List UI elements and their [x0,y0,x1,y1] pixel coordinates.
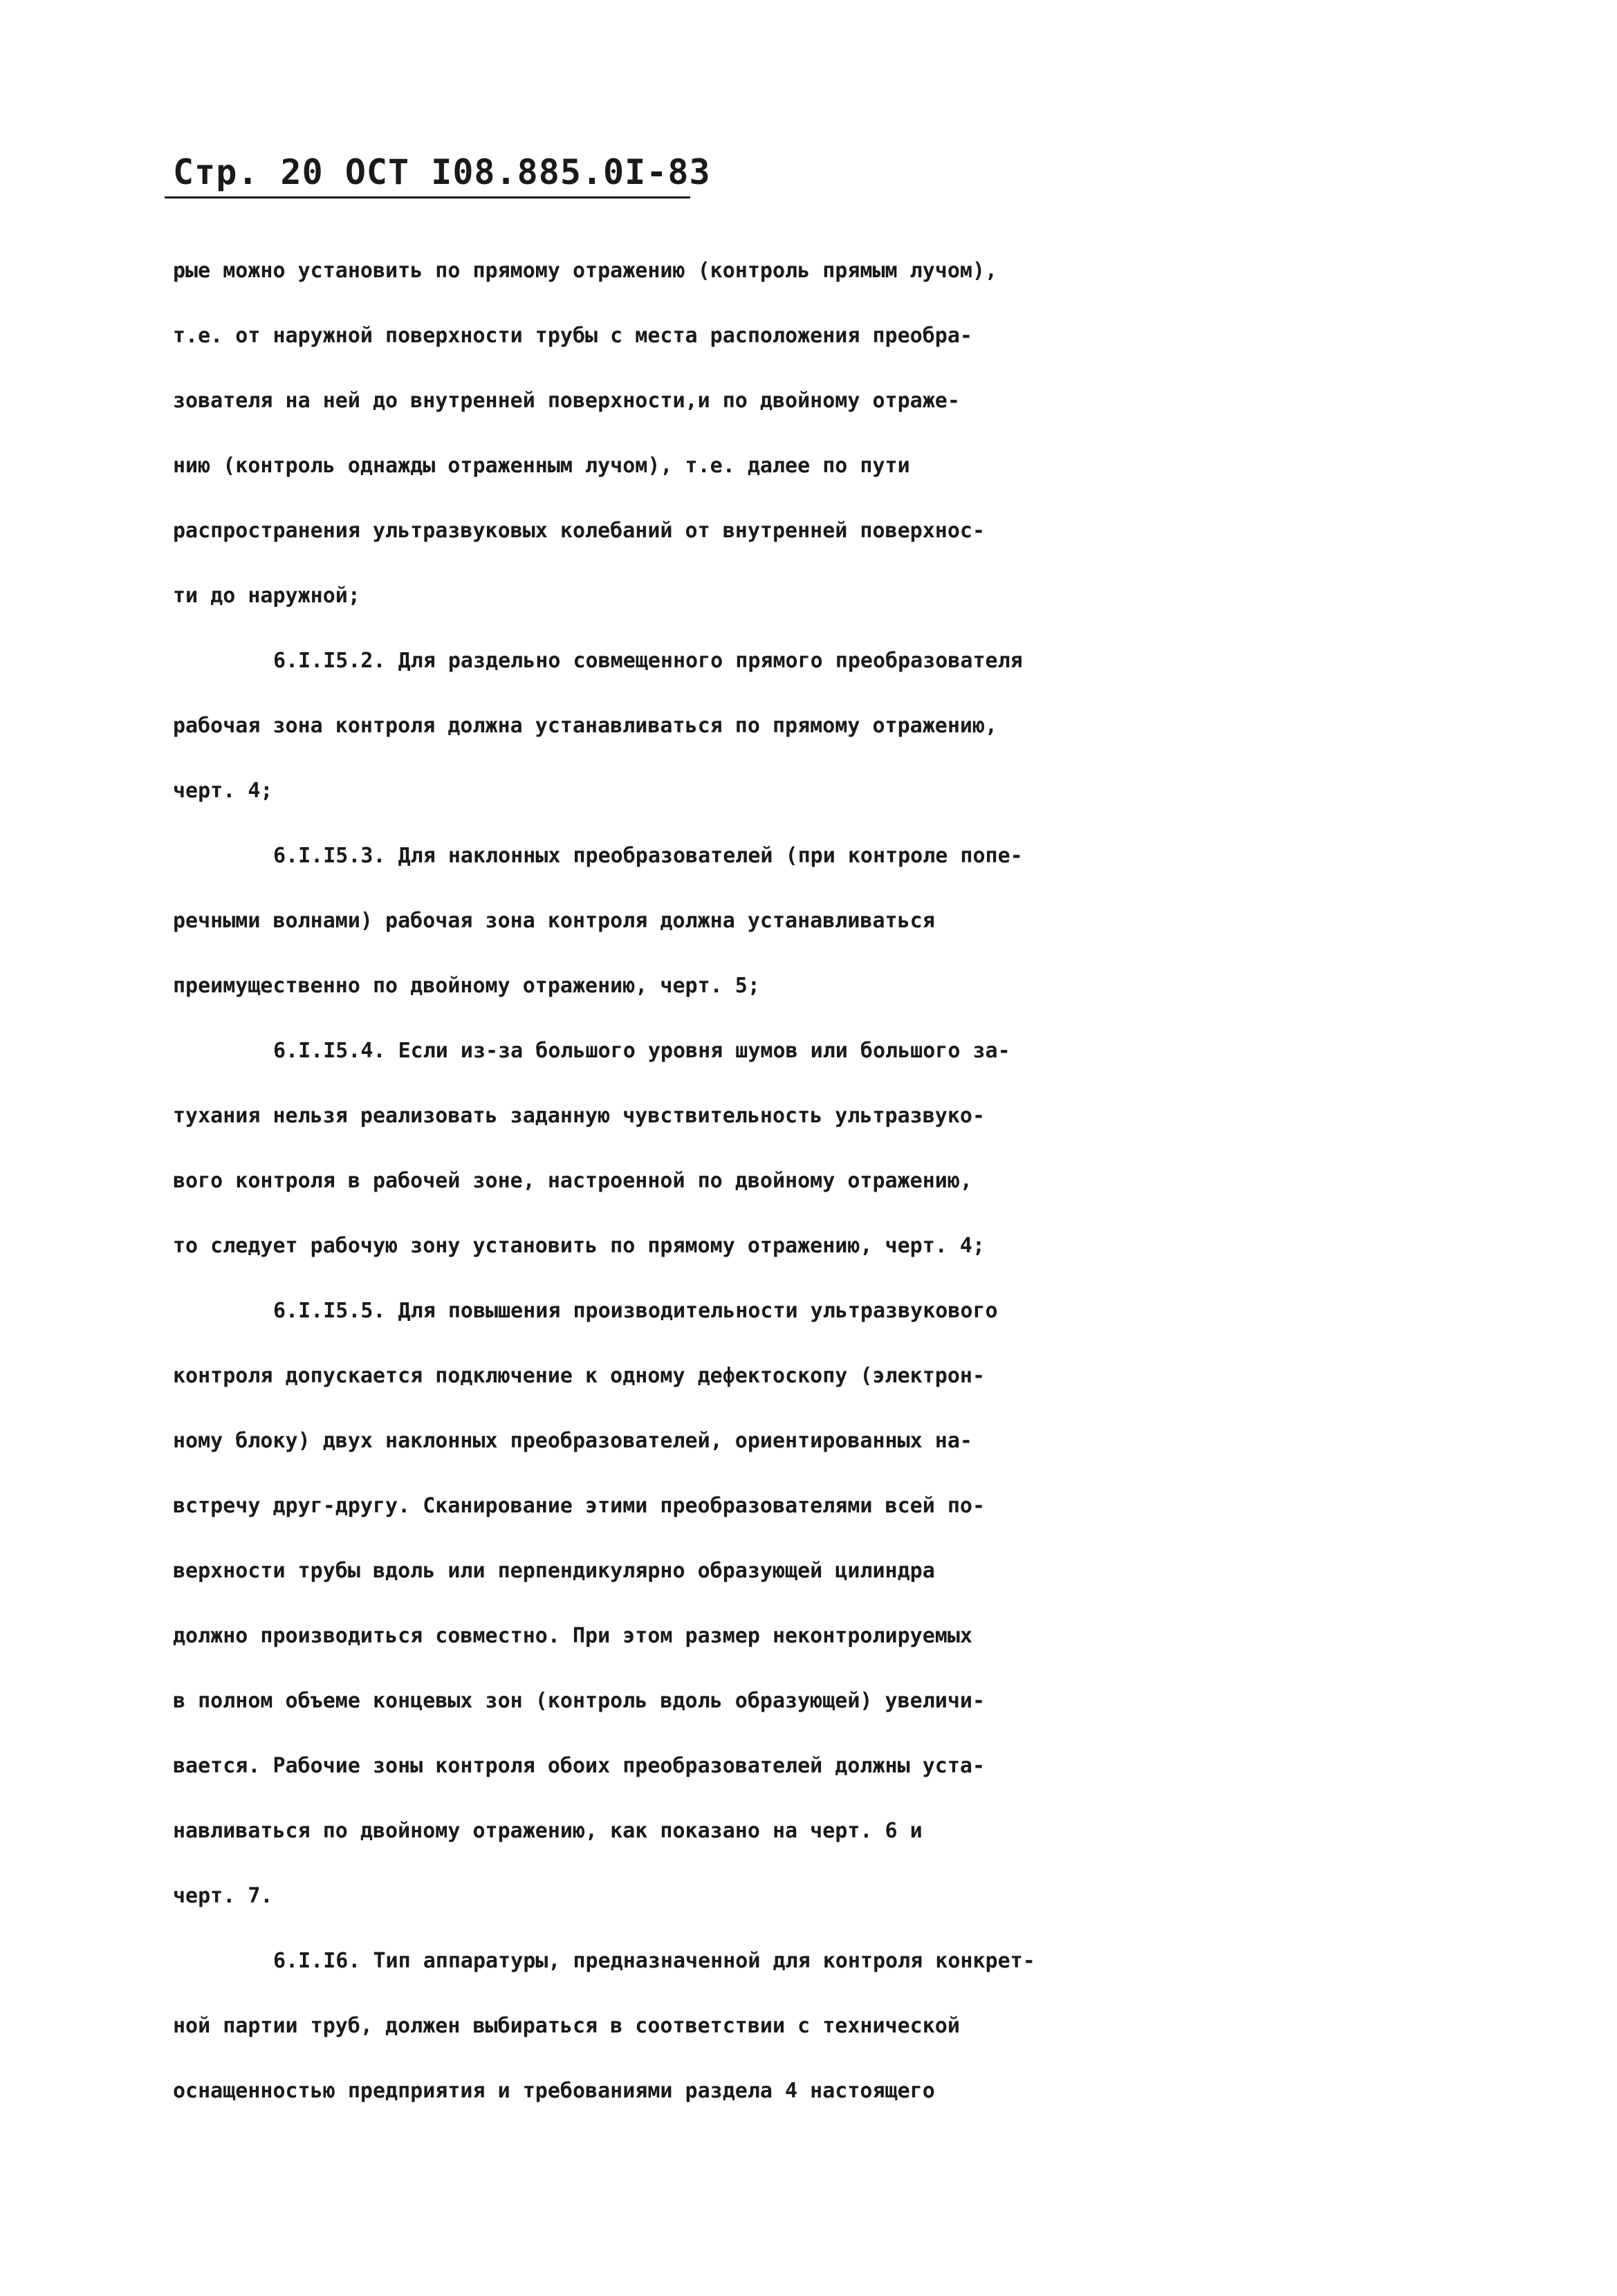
text-line: контроля допускается подключение к одному дефектоскопу (электрон- [173,1364,985,1388]
paragraph-start-line: 6.I.I5.2. Для раздельно совмещенного прямого преобразователя [273,649,1023,673]
text-line: ному блоку) двух наклонных преобразователей, ориентированных на- [173,1429,972,1453]
text-line: навливаться по двойному отражению, как показано на черт. 6 и [173,1819,923,1843]
text-line: ной партии труб, должен выбираться в соответствии с технической [173,2014,960,2038]
header-underline [165,196,690,198]
paragraph-start-line: 6.I.I5.3. Для наклонных преобразователей (при контроле попе- [273,844,1023,868]
paragraph-start-line: 6.I.I5.5. Для повышения производительности ультразвукового [273,1299,998,1323]
text-line: рабочая зона контроля должна устанавливаться по прямому отражению, [173,714,998,738]
text-line: т.е. от наружной поверхности трубы с места расположения преобра- [173,324,972,348]
page-header: Стр. 20 ОСТ I08.885.0I-83 [173,152,711,192]
text-line: черт. 7. [173,1884,273,1908]
text-line: распространения ультразвуковых колебаний от внутренней поверхнос- [173,519,985,543]
text-line: оснащенностью предприятия и требованиями раздела 4 настоящего [173,2079,935,2103]
paragraph-start-line: 6.I.I5.4. Если из-за большого уровня шумов или большого за- [273,1039,1010,1063]
text-line: преимущественно по двойному отражению, черт. 5; [173,974,760,998]
paragraph-start-line: 6.I.I6. Тип аппаратуры, предназначенной для контроля конкрет- [273,1949,1035,1973]
text-line: в полном объеме концевых зон (контроль вдоль образующей) увеличи- [173,1689,985,1713]
text-line: вого контроля в рабочей зоне, настроенной по двойному отражению, [173,1169,972,1193]
text-line: зователя на ней до внутренней поверхности,и по двойному отраже- [173,389,960,413]
text-line: встречу друг-другу. Сканирование этими преобразователями всей по- [173,1494,985,1518]
text-line: должно производиться совместно. При этом размер неконтролируемых [173,1624,972,1648]
text-line: речными волнами) рабочая зона контроля должна устанавливаться [173,909,935,933]
text-line: вается. Рабочие зоны контроля обоих преобразователей должны уста- [173,1754,985,1778]
text-line: нию (контроль однажды отраженным лучом), т.е. далее по пути [173,454,910,478]
text-line: черт. 4; [173,779,273,803]
text-line: тухания нельзя реализовать заданную чувствительность ультразвуко- [173,1104,985,1128]
text-line: то следует рабочую зону установить по прямому отражению, черт. 4; [173,1234,985,1258]
body-text [173,239,1487,2124]
text-line: верхности трубы вдоль или перпендикулярно образующей цилиндра [173,1559,935,1583]
text-line: рые можно установить по прямому отражению (контроль прямым лучом), [173,259,998,283]
text-line: ти до наружной; [173,584,360,608]
